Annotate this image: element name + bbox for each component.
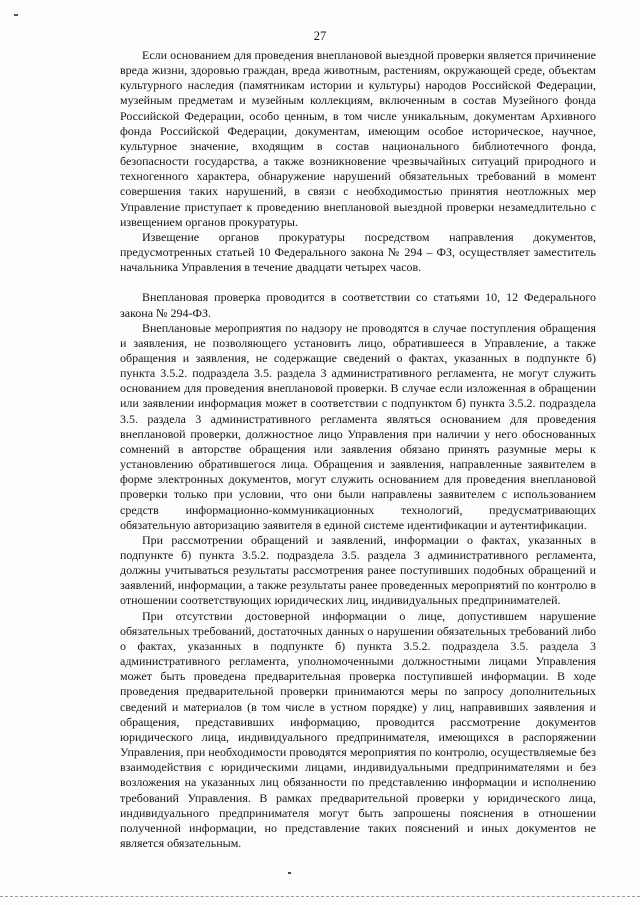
paragraph-appeals-conditions: Внеплановые мероприятия по надзору не проводятся в случае поступления обращения и заявления, не позволяющего установить лицо, обратившееся в Управление, а также обращения и заявления, не содержащие сведений о фактах, указанных в подпункте б) пункта 3.5.2. подраздела 3.5. раздела 3 административного регламента, не могут служить основанием для проведения внеплановой проверки. В случае если изложенная в обращении или заявлении информация может в соответствии с подпунктом б) пункта 3.5.2. подраздела 3.5. раздела 3 административного регламента являться основанием для проведения внеплановой проверки, должностное лицо Управления при наличии у него обоснованных сомнений в авторстве обращения или заявления обязано принять разумные меры к установлению обратившегося лица. Обращения и заявления, направленные заявителем в форме электронных документов, могут служить основанием для проведения внеплановой проверки только при условии, что они были направлены заявителем с использованием средств информационно-коммуникационных технологий, предусматривающих обязательную авторизацию заявителя в единой системе идентификации и аутентификации. [120, 320, 596, 532]
page-number: 27 [313, 29, 327, 43]
paragraph-appeals-review: При рассмотрении обращений и заявлений, информации о фактах, указанных в подпункте б) пункта 3.5.2. подраздела 3.5. раздела 3 административного регламента, должны учитываться результаты рассмотрения ранее поступивших подобных обращений и заявлений, информации, а также результаты ранее проведенных мероприятий по контролю в отношении соответствующих юридических лиц, индивидуальных предпринимателей. [120, 532, 596, 608]
paragraph-emergency-inspection: Если основанием для проведения внеплановой выездной проверки является причинение вреда жизни, здоровью граждан, вреда животным, растениям, окружающей среде, объектам культурного наследия (памятникам истории и культуры) народов Российской Федерации, музейным предметам и музейным коллекциям, включенным в состав Музейного фонда Российской Федерации, особо ценным, в том числе уникальным, документам Архивного фонда Российской Федерации, документам, имеющим особое историческое, научное, культурное значение, входящим в состав национального библиотечного фонда, безопасности государства, а также возникновение чрезвычайных ситуаций природного и техногенного характера, обнаружение нарушений обязательных требований в момент совершения таких нарушений, в связи с необходимостью принятия неотложных мер Управление приступает к проведению внеплановой выездной проверки незамедлительно с извещением органов прокуратуры. [120, 48, 596, 229]
paragraph-unscheduled-inspection: Внеплановая проверка проводится в соответствии со статьями 10, 12 Федерального закона № 294-ФЗ. [120, 290, 596, 320]
scan-bottom-edge [0, 896, 640, 897]
scan-artifact-dot [288, 872, 291, 874]
scan-artifact [14, 14, 18, 16]
paragraph-preliminary-check: При отсутствии достоверной информации о лице, допустившем нарушение обязательных требований, достаточных данных о нарушении обязательных требований либо о фактах, указанных в подпункте б) пункта 3.5.2. подраздела 3.5. раздела 3 административного регламента, уполномоченными должностными лицами Управления может быть проведена предварительная проверка поступившей информации. В ходе проведения предварительной проверки принимаются меры по запросу дополнительных сведений и материалов (в том числе в устном порядке) у лиц, направивших заявления и обращения, представивших информацию, проводится рассмотрение документов юридического лица, индивидуального предпринимателя, имеющихся в распоряжении Управления, при необходимости проводятся мероприятия по контролю, осуществляемые без взаимодействия с юридическими лицами, индивидуальными предпринимателями и без возложения на указанных лиц обязанности по представлению информации и исполнению требований Управления. В рамках предварительной проверки у юридического лица, индивидуального предпринимателя могут быть запрошены пояснения в отношении полученной информации, но представление таких пояснений и иных документов не является обязательным. [120, 608, 596, 850]
paragraph-prosecutor-notice: Извещение органов прокуратуры посредством направления документов, предусмотренных статьей 10 Федерального закона № 294 – ФЗ, осуществляет заместитель начальника Управления в течение двадцати четырех часов. [120, 229, 596, 275]
document-body [120, 48, 596, 851]
